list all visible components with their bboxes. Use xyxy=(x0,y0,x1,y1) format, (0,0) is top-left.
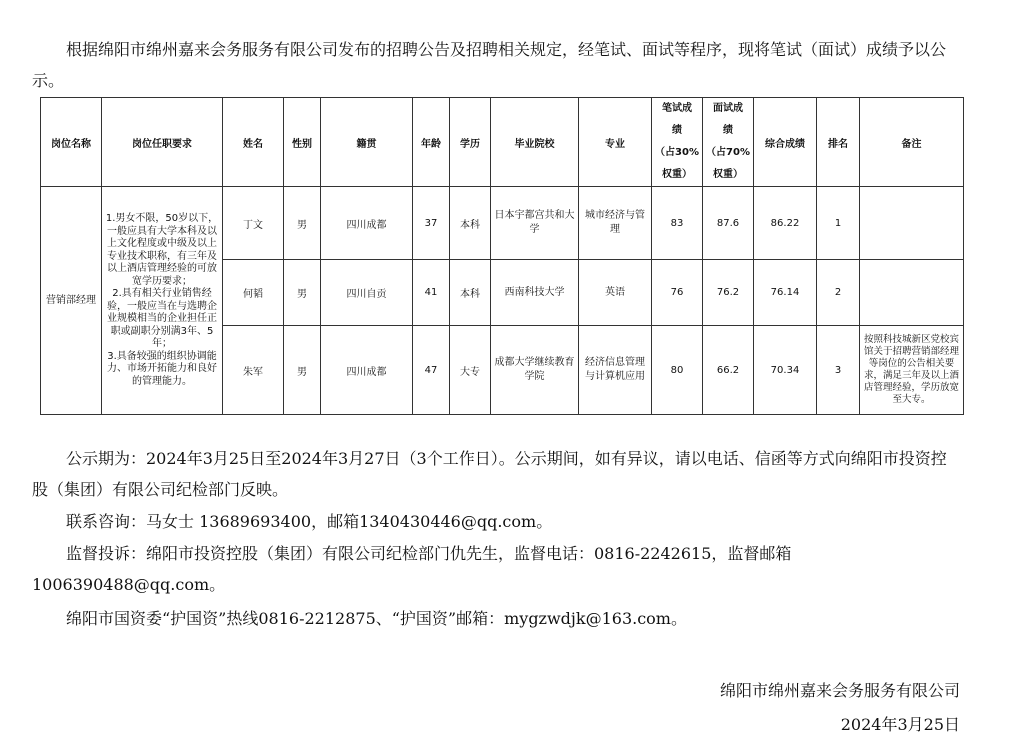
results-table xyxy=(40,97,964,415)
header-total: 综合成绩 xyxy=(754,98,817,187)
origin-cell: 四川成都 xyxy=(321,187,413,260)
remark-cell xyxy=(860,187,964,260)
name-cell: 朱军 xyxy=(223,326,284,415)
header-school: 毕业院校 xyxy=(491,98,579,187)
header-interview-line: 面试成 xyxy=(713,103,743,114)
intro-paragraph xyxy=(32,34,972,96)
interview-score-cell: 76.2 xyxy=(703,260,754,326)
signature-org: 绵阳市绵州嘉来会务服务有限公司 xyxy=(719,681,960,700)
position-cell: 营销部经理 xyxy=(41,187,102,415)
requirement-item: 2.具有相关行业销售经验，一般应当在与选聘企业规模相当的企业担任正职或副职分别满3年、5年； xyxy=(107,288,217,349)
written-score-cell: 76 xyxy=(652,260,703,326)
interview-score-cell: 66.2 xyxy=(703,326,754,415)
name-cell: 丁文 xyxy=(223,187,284,260)
education-cell: 本科 xyxy=(450,187,491,260)
school-cell: 日本宇都宫共和大学 xyxy=(491,187,579,260)
total-score-cell: 70.34 xyxy=(754,326,817,415)
remark-cell xyxy=(860,260,964,326)
requirement-item: 1.男女不限，50岁以下，一般应具有大学本科及以上文化程度或中级及以上专业技术职称，有三年及以上酒店管理经验的可放宽学历要求； xyxy=(105,213,219,287)
header-education: 学历 xyxy=(450,98,491,187)
age-cell: 47 xyxy=(413,326,450,415)
header-major: 专业 xyxy=(579,98,652,187)
school-cell: 西南科技大学 xyxy=(491,260,579,326)
requirements-cell xyxy=(102,187,223,415)
header-gender: 性别 xyxy=(284,98,321,187)
interview-score-cell: 87.6 xyxy=(703,187,754,260)
rank-cell: 1 xyxy=(817,187,860,260)
header-written-score xyxy=(652,98,703,187)
header-interview-score xyxy=(703,98,754,187)
gender-cell: 男 xyxy=(284,187,321,260)
header-origin: 籍贯 xyxy=(321,98,413,187)
written-score-cell: 80 xyxy=(652,326,703,415)
education-cell: 大专 xyxy=(450,326,491,415)
header-age: 年龄 xyxy=(413,98,450,187)
origin-cell: 四川成都 xyxy=(321,326,413,415)
header-requirements: 岗位任职要求 xyxy=(102,98,223,187)
header-position: 岗位名称 xyxy=(41,98,102,187)
header-interview-line: 权重） xyxy=(713,169,743,180)
major-cell: 英语 xyxy=(579,260,652,326)
notice-supervision: 监督投诉：绵阳市投资控股（集团）有限公司纪检部门仇先生，监督电话：0816-2242615，监督邮箱1006390488@qq.com。 xyxy=(32,544,792,594)
header-name: 姓名 xyxy=(223,98,284,187)
name-cell: 何韬 xyxy=(223,260,284,326)
remark-cell: 按照科技城新区党校宾馆关于招聘营销部经理等岗位的公告相关要求，满足三年及以上酒店管理经验，学历放宽至大专。 xyxy=(860,326,964,415)
table-row xyxy=(41,187,964,260)
age-cell: 41 xyxy=(413,260,450,326)
notice-period: 公示期为：2024年3月25日至2024年3月27日（3个工作日）。公示期间，如有异议，请以电话、信函等方式向绵阳市投资控股（集团）有限公司纪检部门反映。 xyxy=(32,449,947,499)
major-cell: 城市经济与管理 xyxy=(579,187,652,260)
school-cell: 成都大学继续教育学院 xyxy=(491,326,579,415)
gender-cell: 男 xyxy=(284,260,321,326)
intro-text: 根据绵阳市绵州嘉来会务服务有限公司发布的招聘公告及招聘相关规定，经笔试、面试等程序，现将笔试（面试）成绩予以公示。 xyxy=(32,40,947,90)
header-written-line: 权重） xyxy=(662,169,692,180)
signature-date: 2024年3月25日 xyxy=(840,715,960,734)
rank-cell: 2 xyxy=(817,260,860,326)
header-written-line: 笔试成 xyxy=(662,103,692,114)
requirement-item: 3.具备较强的组织协调能力、市场开拓能力和良好的管理能力。 xyxy=(107,350,217,387)
major-cell: 经济信息管理与计算机应用 xyxy=(579,326,652,415)
rank-cell: 3 xyxy=(817,326,860,415)
table-header-row xyxy=(41,98,964,187)
notice-contact: 联系咨询：马女士 13689693400，邮箱1340430446@qq.com。 xyxy=(66,512,553,531)
written-score-cell: 83 xyxy=(652,187,703,260)
header-rank: 排名 xyxy=(817,98,860,187)
education-cell: 本科 xyxy=(450,260,491,326)
header-interview-line: （占70% xyxy=(706,147,750,158)
origin-cell: 四川自贡 xyxy=(321,260,413,326)
age-cell: 37 xyxy=(413,187,450,260)
header-remark: 备注 xyxy=(860,98,964,187)
total-score-cell: 86.22 xyxy=(754,187,817,260)
header-written-line: （占30% xyxy=(655,147,699,158)
header-interview-line: 绩 xyxy=(723,125,733,136)
notice-hotline: 绵阳市国资委“护国资”热线0816-2212875、“护国资”邮箱：mygzwdjk@163.com。 xyxy=(66,609,687,628)
gender-cell: 男 xyxy=(284,326,321,415)
total-score-cell: 76.14 xyxy=(754,260,817,326)
header-written-line: 绩 xyxy=(672,125,682,136)
